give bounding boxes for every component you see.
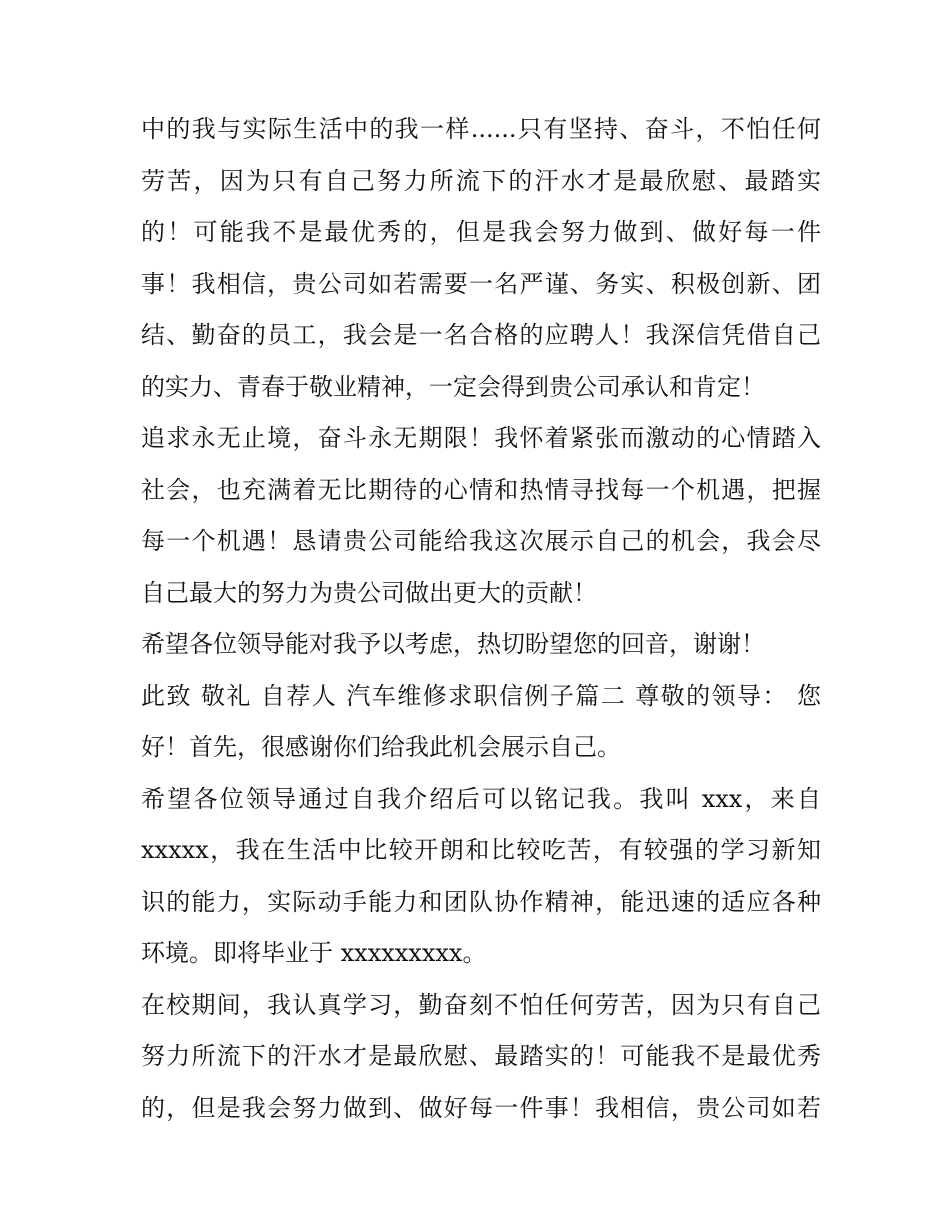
text-line-18: 在校期间，我认真学习，勤奋刻不怕任何劳苦，因为只有自己 [141, 990, 821, 1019]
text-line-7: 追求永无止境，奋斗永无期限！我怀着紧张而激动的心情踏入 [141, 424, 821, 452]
text-line-11: 希望各位领导能对我予以考虑，热切盼望您的回音，谢谢！ [141, 630, 765, 658]
text-line-9: 每一个机遇！恳请贵公司能给我这次展示自己的机会，我会尽 [141, 527, 821, 555]
text-line-4: 事！我相信，贵公司如若需要一名严谨、务实、积极创新、团 [141, 269, 821, 298]
text-line-1: 中的我与实际生活中的我一样......只有坚持、奋斗，不怕任何 [141, 115, 821, 143]
text-line-17: 环境。即将毕业于 xxxxxxxxx。 [141, 939, 487, 967]
text-line-15: xxxxx，我在生活中比较开朗和比较吃苦，有较强的学习新知 [141, 836, 821, 864]
text-line-13: 好！首先，很感谢你们给我此机会展示自己。 [141, 733, 621, 761]
text-line-10: 自己最大的努力为贵公司做出更大的贡献！ [141, 578, 597, 607]
text-line-19: 努力所流下的汗水才是最欣慰、最踏实的！可能我不是最优秀 [141, 1042, 821, 1070]
text-line-20: 的，但是我会努力做到、做好每一件事！我相信，贵公司如若 [141, 1093, 821, 1122]
text-line-2: 劳苦，因为只有自己努力所流下的汗水才是最欣慰、最踏实 [141, 166, 821, 195]
text-line-12: 此致 敬礼 自荐人 汽车维修求职信例子篇二 尊敬的领导： 您 [141, 681, 821, 710]
body-text [141, 104, 821, 1134]
text-line-16: 识的能力，实际动手能力和团队协作精神，能迅速的适应各种 [141, 887, 821, 916]
text-line-3: 的！可能我不是最优秀的，但是我会努力做到、做好每一件 [141, 218, 821, 246]
text-line-8: 社会，也充满着无比期待的心情和热情寻找每一个机遇，把握 [141, 475, 821, 504]
text-line-5: 结、勤奋的员工，我会是一名合格的应聘人！我深信凭借自己 [141, 321, 821, 349]
text-line-14: 希望各位领导通过自我介绍后可以铭记我。我叫 xxx，来自 [141, 784, 821, 813]
text-line-6: 的实力、青春于敬业精神，一定会得到贵公司承认和肯定！ [141, 372, 765, 401]
